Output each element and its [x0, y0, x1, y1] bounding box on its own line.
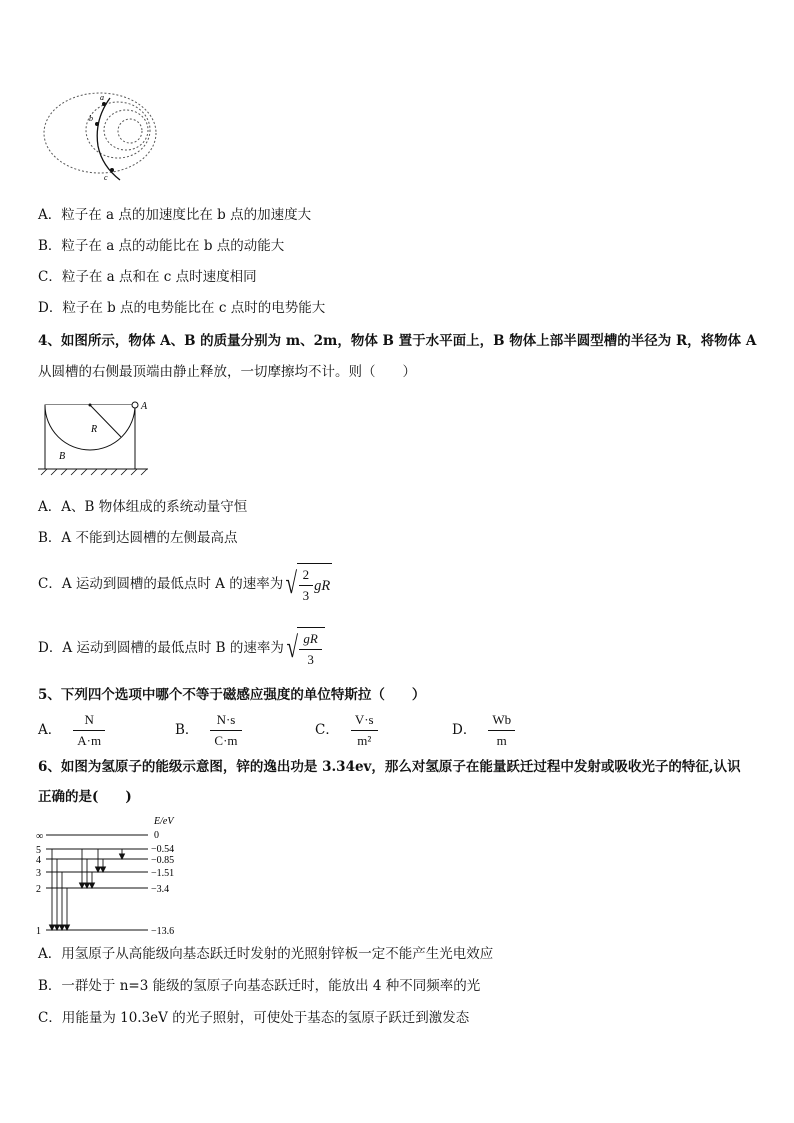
q5-options — [38, 710, 598, 750]
option-label: C． — [315, 722, 339, 738]
q4-option-b: B．A 不能到达圆槽的左侧最高点 — [38, 530, 238, 546]
frac-num: N·s — [210, 711, 241, 731]
level-n: 1 — [36, 926, 41, 937]
level-n: ∞ — [36, 831, 44, 842]
q4-option-d-text: D．A 运动到圆槽的最低点时 B 的速率为 — [38, 640, 284, 656]
q3-option-b: B．粒子在 a 点的动能比在 b 点的动能大 — [38, 238, 285, 254]
q5-option-a — [38, 710, 109, 750]
level-energy: 0 — [154, 830, 159, 841]
level-n: 2 — [36, 884, 41, 895]
frac-num: N — [73, 711, 105, 731]
sqrt-expression: √ $\frac{2}{3}$ gR — [283, 563, 332, 605]
label-A: A — [141, 401, 148, 412]
gr-term: gR — [314, 577, 331, 594]
level-energy: −13.6 — [151, 926, 175, 937]
frac-num: Wb — [488, 711, 515, 731]
q4-option-c — [38, 566, 332, 602]
level-energy: −1.51 — [151, 868, 175, 879]
q4-option-a: A．A、B 物体组成的系统动量守恒 — [38, 499, 248, 515]
q5-option-c — [315, 710, 382, 750]
q5-option-d — [452, 710, 519, 750]
level-energy: −0.54 — [151, 844, 175, 855]
point-c-label: c — [104, 173, 108, 182]
level-energy: −3.4 — [151, 884, 170, 895]
q5-stem: 5、下列四个选项中哪个不等于磁感应强度的单位特斯拉（ ） — [38, 687, 426, 703]
point-a-label: a — [100, 93, 104, 102]
q4-stem-line2: 从圆槽的右侧最顶端由静止释放，一切摩擦均不计。则（ ） — [38, 364, 416, 380]
q6-option-c: C．用能量为 10.3eV 的光子照射，可使处于基态的氢原子跃迁到激发态 — [38, 1010, 470, 1026]
frac-den: A·m — [77, 732, 102, 748]
q6-option-a: A．用氢原子从高能级向基态跃迁时发射的光照射锌板一定不能产生光电效应 — [38, 946, 494, 962]
semicircle-groove-figure — [38, 396, 156, 478]
option-label: B． — [175, 722, 199, 738]
frac-num: 2 — [299, 566, 314, 586]
axis-label: E/eV — [154, 816, 174, 827]
option-label: A． — [38, 722, 62, 738]
level-energy: −0.85 — [151, 855, 175, 866]
frac-den: 3 — [307, 652, 314, 667]
label-R: R — [91, 424, 98, 435]
q4-option-c-text: C．A 运动到圆槽的最低点时 A 的速率为 — [38, 576, 284, 592]
point-b-label: b — [89, 114, 93, 123]
q4-option-d — [38, 628, 325, 668]
q3-option-c: C．粒子在 a 点和在 c 点时速度相同 — [38, 269, 257, 285]
q4-stem-line1: 4、如图所示，物体 A、B 的质量分别为 m、2m，物体 B 置于水平面上，B 物体上部半圆型槽的半径为 R，将物体 A — [38, 333, 757, 349]
label-B: B — [59, 451, 66, 462]
level-n: 4 — [36, 855, 41, 866]
level-n: 5 — [36, 845, 41, 856]
option-label: D． — [452, 722, 477, 738]
level-n: 3 — [36, 868, 41, 879]
q6-stem-line2: 正确的是( ) — [38, 789, 132, 805]
frac-den: m — [496, 732, 507, 748]
q6-stem-line1: 6、如图为氢原子的能级示意图，锌的逸出功是 3.34ev，那么对氢原子在能量跃迁过程中发射或吸收光子的特征,认识 — [38, 759, 741, 775]
frac-den: C·m — [214, 732, 238, 748]
q5-option-b — [175, 710, 246, 750]
frac-num: V·s — [351, 711, 378, 731]
q6-option-b: B．一群处于 n=3 能级的氢原子向基态跃迁时，能放出 4 种不同频率的光 — [38, 978, 481, 994]
energy-level-diagram — [36, 814, 196, 938]
q3-option-d: D．粒子在 b 点的电势能比在 c 点时的电势能大 — [38, 300, 326, 316]
frac-den: m² — [357, 732, 372, 748]
frac-den: 3 — [302, 588, 310, 603]
q3-option-a: A．粒子在 a 点的加速度比在 b 点的加速度大 — [38, 207, 312, 223]
frac-num: gR — [299, 630, 321, 650]
trajectory-figure — [40, 88, 160, 186]
sqrt-expression: √ $\frac{gR}{3}$ — [284, 627, 325, 669]
